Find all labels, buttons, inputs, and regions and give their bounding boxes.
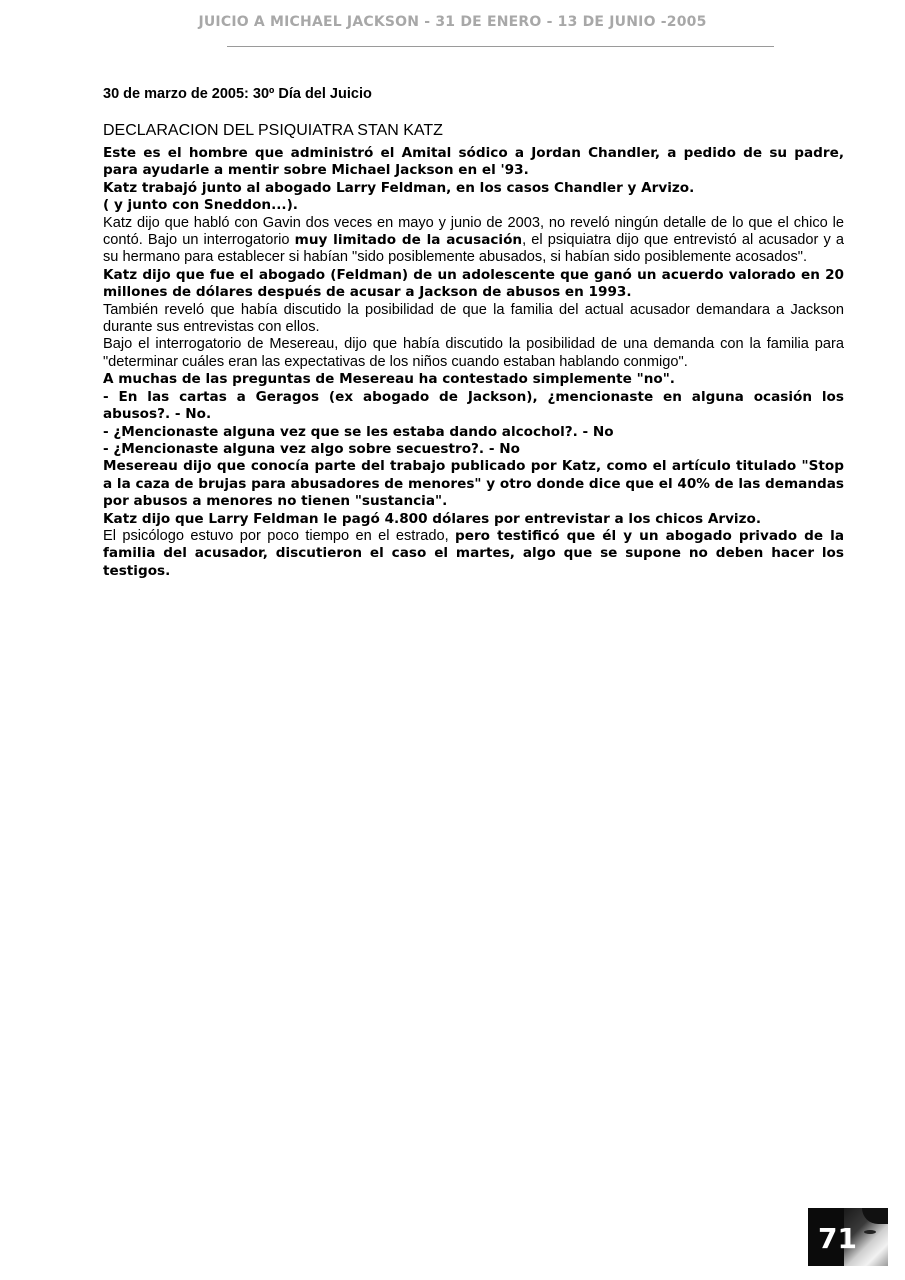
question-2: - ¿Mencionaste alguna vez que se les estaba dando alcochol?. - No	[103, 423, 614, 440]
date-line: 30 de marzo de 2005: 30º Día del Juicio	[103, 86, 372, 102]
section-title: DECLARACION DEL PSIQUIATRA STAN KATZ	[103, 122, 443, 139]
paragraph-8: A muchas de las preguntas de Mesereau ha contestado simplemente "no".	[103, 371, 675, 388]
question-1: - En las cartas a Geragos (ex abogado de Jackson), ¿mencionaste en alguna ocasión los abusos?. - No.	[103, 388, 844, 423]
portrait-hair	[862, 1208, 888, 1224]
paragraph-6: También reveló que había discutido la posibilidad de que la familia del actual acusador demandara a Jackson durante sus entrevistas con ellos.	[103, 301, 844, 336]
running-header: JUICIO A MICHAEL JACKSON - 31 DE ENERO - 13 DE JUNIO -2005	[198, 14, 707, 30]
paragraph-4-text-c: , el psiquiatra dijo que entrevistó al acusador y a su hermano para establecer si habían "sido posiblemente abusados, si habían sido posiblemente acosados".	[103, 232, 845, 266]
portrait-eye	[864, 1230, 876, 1234]
paragraph-1: Este es el hombre que administró el Amital sódico a Jordan Chandler, a pedido de su padre, para ayudarle a mentir sobre Michael Jackson en el '93.	[103, 145, 844, 179]
paragraph-3: ( y junto con Sneddon...).	[103, 197, 298, 214]
paragraph-14-text-a: El psicólogo estuvo por poco tiempo en el estrado,	[103, 527, 456, 544]
paragraph-4-text-a: Katz dijo que habló con Gavin dos veces en mayo y junio de 2003, no reveló ningún detalle de lo que el chico le contó. Bajo un interrogatorio	[103, 214, 844, 249]
paragraph-4	[103, 215, 844, 267]
paragraph-14	[103, 528, 844, 580]
paragraph-2: Katz trabajó junto al abogado Larry Feldman, en los casos Chandler y Arvizo.	[103, 179, 695, 196]
paragraph-14-emphasis: pero testificó que él y un abogado privado de la familia del acusador, discutieron el caso el martes, algo que se supone no deben hacer los testigos.	[103, 527, 844, 579]
page-number: 71	[818, 1222, 857, 1255]
paragraph-4-emphasis: muy limitado de la acusación	[294, 232, 523, 249]
question-3: - ¿Mencionaste alguna vez algo sobre secuestro?. - No	[103, 440, 520, 457]
page-number-badge	[808, 1208, 888, 1266]
paragraph-7: Bajo el interrogatorio de Mesereau, dijo que había discutido la posibilidad de una demanda con la familia para "determinar cuáles eran las expectativas de los niños cuando estaban hablando conmigo".	[103, 336, 844, 370]
paragraph-13: Katz dijo que Larry Feldman le pagó 4.800 dólares por entrevistar a los chicos Arvizo.	[103, 510, 762, 527]
paragraph-5: Katz dijo que fue el abogado (Feldman) de un adolescente que ganó un acuerdo valorado en 20 millones de dólares después de acusar a Jackson de abusos en 1993.	[103, 266, 844, 301]
header-rule	[227, 46, 774, 47]
paragraph-12: Mesereau dijo que conocía parte del trabajo publicado por Katz, como el artículo titulado "Stop a la caza de brujas para abusadores de menores" y otro donde dice que el 40% de las demandas por abusos a menores no tienen "sustancia".	[103, 458, 844, 510]
article-body	[103, 86, 844, 580]
